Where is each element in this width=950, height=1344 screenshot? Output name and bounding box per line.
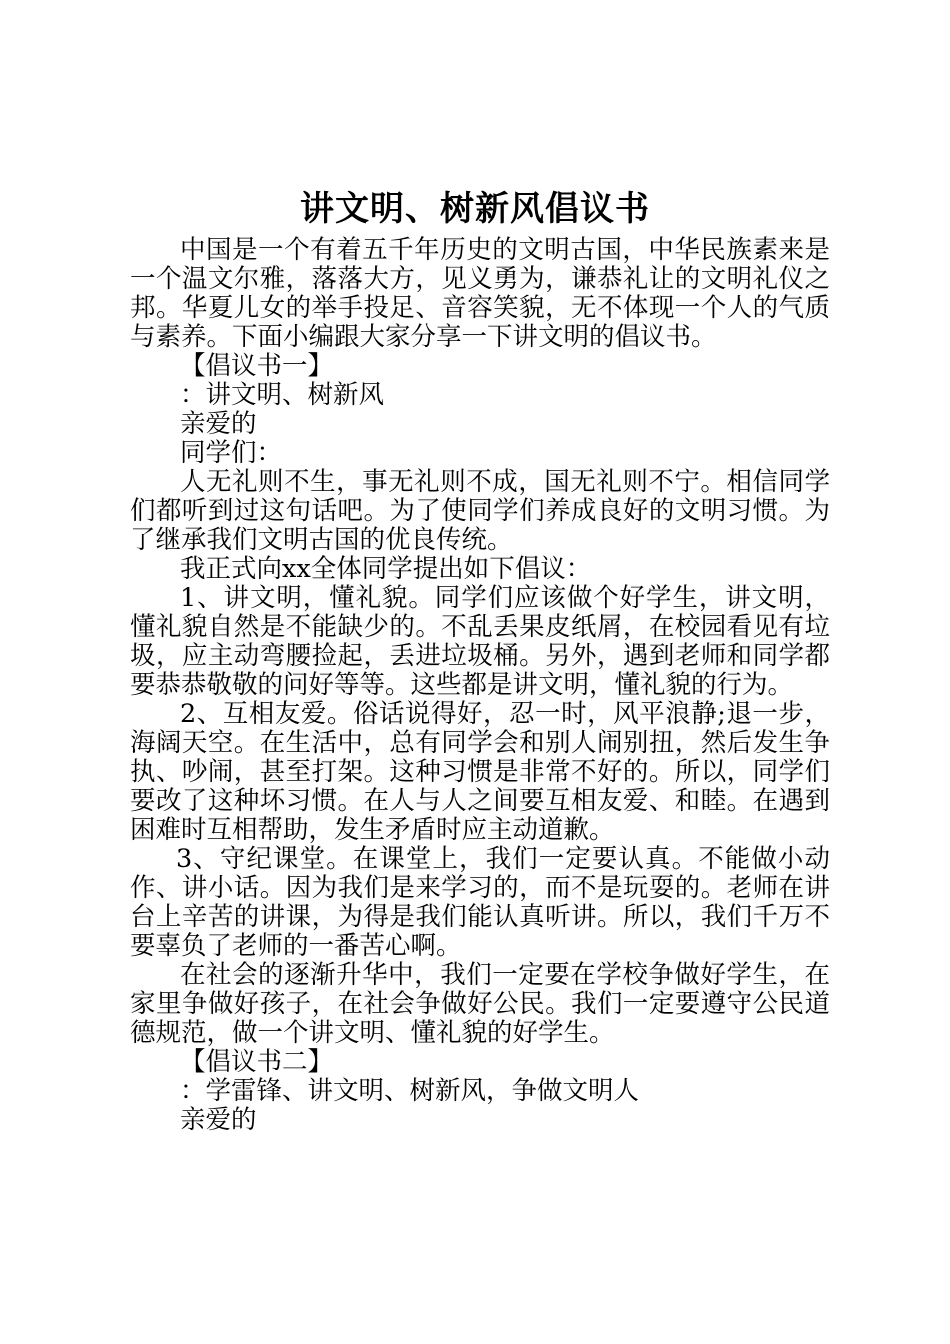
subtitle-line: ：学雷锋、讲文明、树新风，争做文明人 (180, 1076, 640, 1106)
body-paragraph: 我正式向xx全体同学提出如下倡议： (180, 554, 592, 584)
body-paragraph: 人无礼则不生，事无礼则不成，国无礼则不宁。相信同学们都听到过这句话吧。为了使同学们养成良好的文明习惯。为了继承我们文明古国的优良传统。 (130, 467, 830, 555)
list-item-paragraph: 2、互相友爱。俗话说得好，忍一时，风平浪静;退一步，海阔天空。在生活中，总有同学会和别人闹别扭，然后发生争执、吵闹，甚至打架。这种习惯是非常不好的。所以，同学们要改了这种坏习惯。在人与人之间要互相友爱、和睦。在遇到困难时互相帮助，发生矛盾时应主动道歉。 (130, 699, 830, 845)
document-body (130, 236, 830, 1135)
addressee-line: 同学们： (180, 438, 283, 468)
list-item-paragraph: 3、守纪课堂。在课堂上，我们一定要认真。不能做小动作、讲小话。因为我们是来学习的，而不是玩耍的。老师在讲台上辛苦的讲课，为得是我们能认真听讲。所以，我们千万不要辜负了老师的一番苦心啊。 (130, 844, 830, 961)
section-heading-one: 【倡议书一】 (180, 351, 334, 381)
body-paragraph: 在社会的逐渐升华中，我们一定要在学校争做好学生，在家里争做好孩子，在社会争做好公民。我们一定要遵守公民道德规范，做一个讲文明、懂礼貌的好学生。 (130, 960, 830, 1048)
document-title: 讲文明、树新风倡议书 (300, 189, 650, 229)
salutation-line: 亲爱的 (180, 409, 257, 439)
list-item-paragraph: 1、讲文明，懂礼貌。同学们应该做个好学生，讲文明，懂礼貌自然是不能缺少的。不乱丢果皮纸屑，在校园看见有垃圾，应主动弯腰捡起，丢进垃圾桶。另外，遇到老师和同学都要恭恭敬敬的问好等等。这些都是讲文明，懂礼貌的行为。 (130, 583, 830, 700)
intro-paragraph: 中国是一个有着五千年历史的文明古国，中华民族素来是一个温文尔雅，落落大方，见义勇为，谦恭礼让的文明礼仪之邦。华夏儿女的举手投足、音容笑貌，无不体现一个人的气质与素养。下面小编跟大家分享一下讲文明的倡议书。 (130, 235, 830, 352)
salutation-line: 亲爱的 (180, 1105, 257, 1135)
section-heading-two: 【倡议书二】 (180, 1047, 334, 1077)
subtitle-line: ：讲文明、树新风 (180, 380, 385, 410)
